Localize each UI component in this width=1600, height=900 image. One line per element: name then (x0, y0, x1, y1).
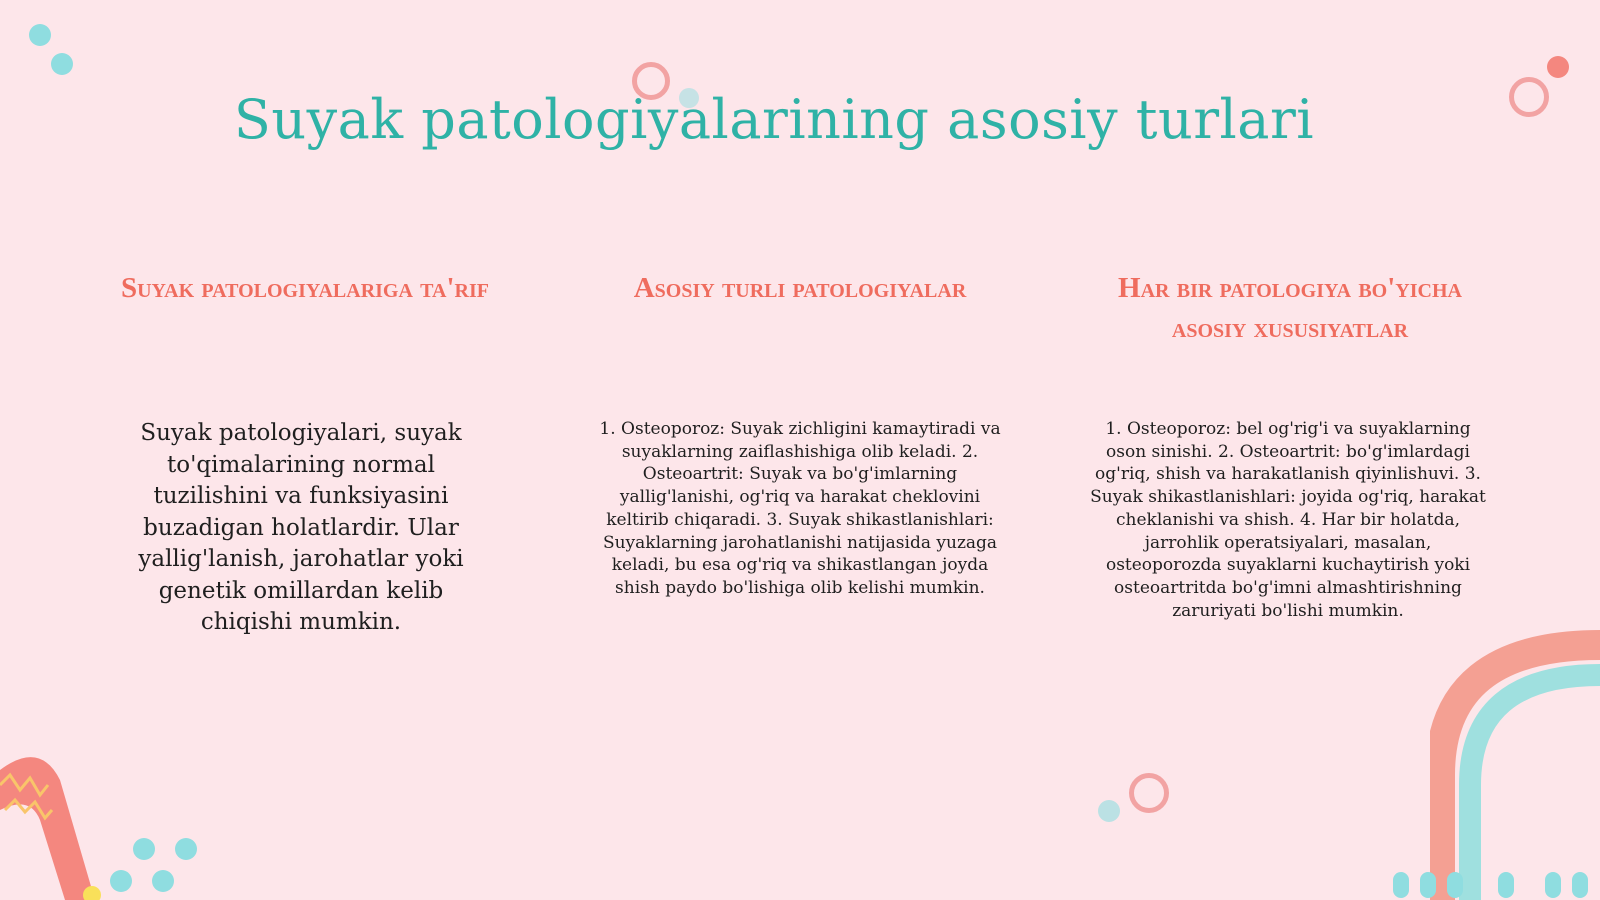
column-heading-types: Asosiy turli patologiyalar (633, 272, 967, 304)
decor-dot (1498, 872, 1514, 898)
column-heading-definition: Suyak patologiyalariga ta'rif (120, 272, 489, 304)
decor-rainbow-arc (1430, 625, 1600, 900)
decor-ring-icon (1129, 773, 1169, 813)
decor-dot (1572, 872, 1588, 898)
decor-dot (1098, 800, 1120, 822)
decor-dot (29, 24, 51, 46)
column-body-types: 1. Osteoporoz: Suyak zichligini kamaytiradi va suyaklarning zaiflashishiga olib keladi. 2. Osteoartrit: Suyak va bo'g'imlarning yallig'lanishi, og'riq va harakat cheklovini keltirib chiqaradi. 3. Suyak shikastlanishlari: Suyaklarning jarohatlanishi natijasida yuzaga keladi, bu esa og'riq va shikastlangan joyda shish paydo bo'lishiga olib kelishi mumkin. (599, 419, 1001, 598)
decor-dot (1393, 872, 1409, 898)
column-body-definition: Suyak patologiyalari, suyak to'qimalarining normal tuzilishini va funksiyasini buzadigan holatlardir. Ular yallig'lanish, jarohatlar yoki genetik omillardan kelib chiqishi mumkin. (138, 420, 464, 635)
page-title: Suyak patologiyalarining asosiy turlari (233, 88, 1315, 151)
decor-zigzag-arch (0, 740, 120, 900)
column-heading-features: Har bir patologiya bo'yicha asosiy xususiyatlar (1118, 272, 1462, 344)
decor-dot (152, 870, 174, 892)
column-body-features: 1. Osteoporoz: bel og'rig'i va suyaklarning oson sinishi. 2. Osteoartrit: bo'g'imlardagi og'riq, shish va harakatlanish qiyinlishuvi. 3. Suyak shikastlanishlari: joyida og'riq, harakat cheklanishi va shish. 4. Har bir holatda, jarrohlik operatsiyalari, masalan, osteoporozda suyaklarni kuchaytirish yoki osteoartritda bo'g'imni almashtirishning zaruriyati bo'lishi mumkin. (1090, 419, 1486, 621)
decor-dot (133, 838, 155, 860)
decor-dot (1447, 872, 1463, 898)
decor-dot (51, 53, 73, 75)
decor-dot (175, 838, 197, 860)
decor-dot (1420, 872, 1436, 898)
decor-dot (1545, 872, 1561, 898)
decor-dot (1547, 56, 1569, 78)
